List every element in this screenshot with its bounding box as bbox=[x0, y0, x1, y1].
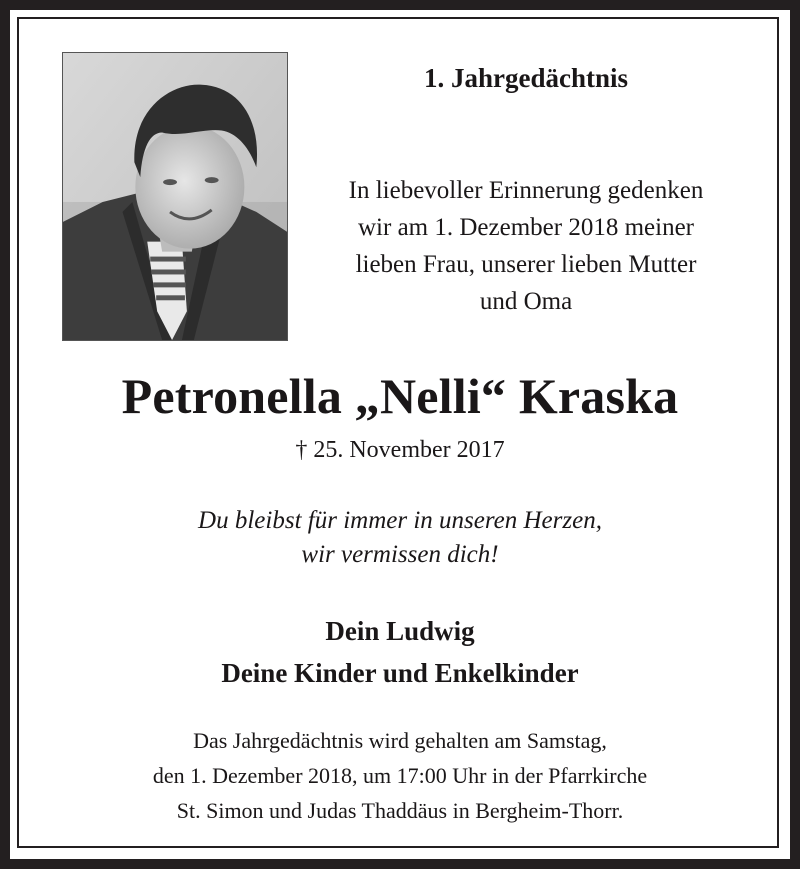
notice-line: St. Simon und Judas Thaddäus in Bergheim-Thorr. bbox=[176, 798, 624, 823]
remembrance-line: In liebevoller Erinnerung gedenken bbox=[348, 177, 704, 204]
remembrance-text bbox=[300, 172, 752, 320]
remembrance-line: wir am 1. Dezember 2018 meiner bbox=[358, 214, 694, 241]
deceased-name: Petronella „Nelli“ Kraska bbox=[121, 368, 679, 424]
remembrance-line: lieben Frau, unserer lieben Mutter bbox=[355, 251, 697, 278]
obituary-card bbox=[10, 10, 790, 859]
memorial-quote bbox=[10, 504, 790, 572]
quote-line: Du bleibst für immer in unseren Herzen, bbox=[198, 507, 602, 534]
quote-line: wir vermissen dich! bbox=[301, 541, 499, 568]
notice-line: Das Jahrgedächtnis wird gehalten am Samstag, bbox=[193, 728, 607, 753]
anniversary-heading: 1. Jahrgedächtnis bbox=[423, 63, 629, 93]
service-notice bbox=[10, 723, 790, 828]
family-signature bbox=[10, 610, 790, 694]
portrait-photo bbox=[62, 52, 288, 341]
signer-line: Dein Ludwig bbox=[325, 616, 475, 646]
notice-line: den 1. Dezember 2018, um 17:00 Uhr in der Pfarrkirche bbox=[152, 763, 648, 788]
death-date: † 25. November 2017 bbox=[295, 437, 505, 463]
remembrance-line: und Oma bbox=[479, 288, 573, 315]
portrait-illustration bbox=[63, 53, 287, 340]
signer-line: Deine Kinder und Enkelkinder bbox=[221, 658, 579, 688]
